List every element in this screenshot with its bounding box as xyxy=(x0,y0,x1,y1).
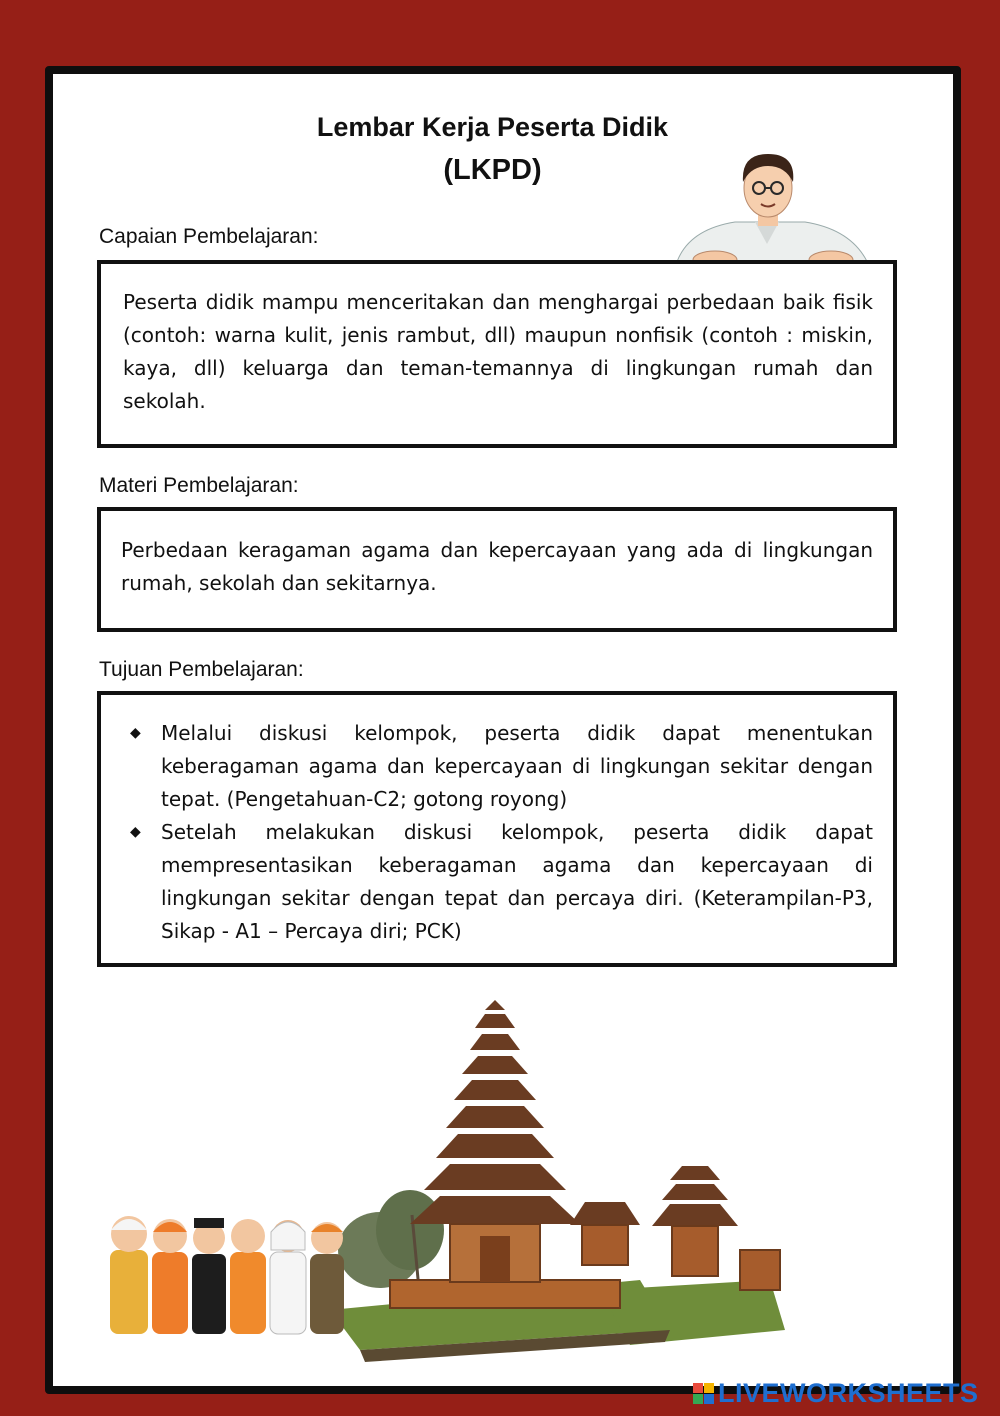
diamond-bullet-icon: ◆ xyxy=(130,824,141,840)
religious-figures-illustration xyxy=(96,1210,376,1340)
tujuan-item-text: Melalui diskusi kelompok, peserta didik dapat menentukan keberagaman agama dan kepercayaan di lingkungan sekitar dengan tepat. (Pengetahuan-C2; gotong royong) xyxy=(161,721,873,811)
tujuan-label: Tujuan Pembelajaran: xyxy=(99,658,304,681)
materi-text: Perbedaan keragaman agama dan kepercayaan yang ada di lingkungan rumah, sekolah dan sekitarnya. xyxy=(121,538,873,595)
brand-name: LIVEWORKSHEETS xyxy=(718,1377,979,1408)
liveworksheets-logo xyxy=(693,1378,979,1408)
materi-label: Materi Pembelajaran: xyxy=(99,474,299,497)
diamond-bullet-icon: ◆ xyxy=(130,725,141,741)
materi-box xyxy=(97,507,897,632)
list-item xyxy=(127,717,873,816)
tujuan-item-text: Setelah melakukan diskusi kelompok, peserta didik dapat mempresentasikan keberagaman agama dan kepercayaan di lingkungan sekitar dengan tepat dan percaya diri. (Keterampilan-P3, Sikap - A1 – Percaya diri; PCK) xyxy=(161,820,873,943)
worksheet-subtitle: (LKPD) xyxy=(443,154,542,186)
capaian-label: Capaian Pembelajaran: xyxy=(99,225,319,248)
tujuan-box xyxy=(97,691,897,967)
capaian-text: Peserta didik mampu menceritakan dan menghargai perbedaan baik fisik (contoh: warna kulit, jenis rambut, dll) maupun nonfisik (contoh : miskin, kaya, dll) keluarga dan teman-temannya di lingkungan rumah dan sekolah. xyxy=(123,290,873,413)
worksheet-title: Lembar Kerja Peserta Didik xyxy=(316,112,669,142)
liveworksheets-icon xyxy=(693,1383,714,1404)
tujuan-list xyxy=(127,717,873,948)
list-item xyxy=(127,816,873,948)
capaian-box xyxy=(97,260,897,448)
teacher-illustration xyxy=(655,148,885,270)
